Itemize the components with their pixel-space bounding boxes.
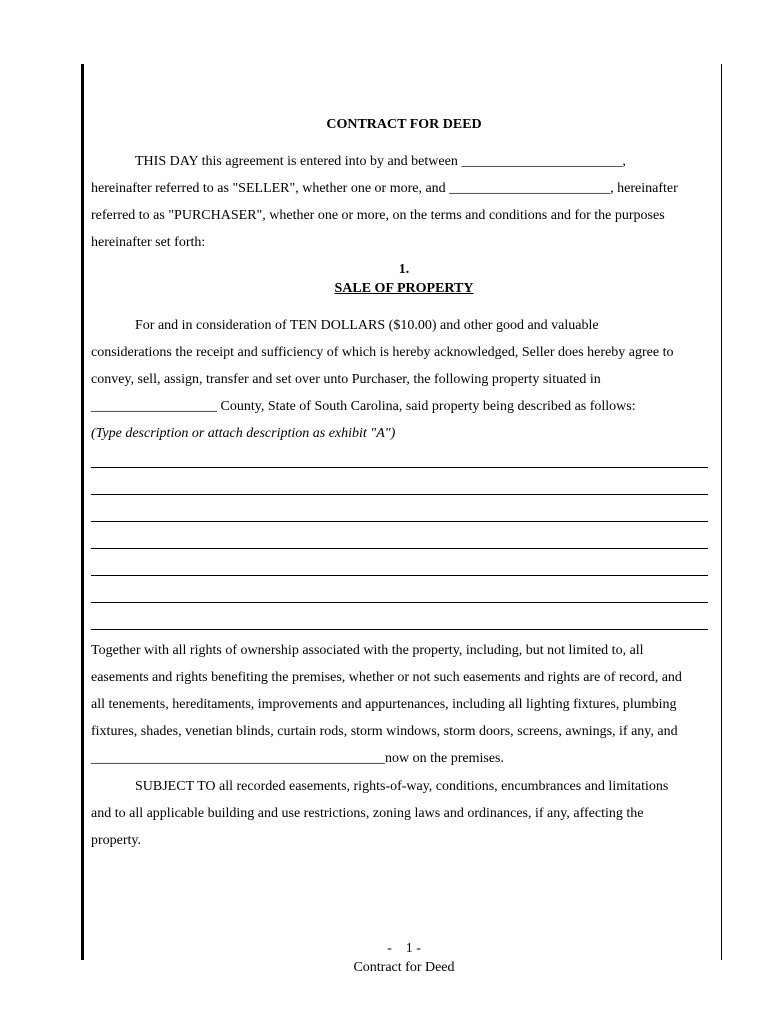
intro-line-2: hereinafter referred to as "SELLER", whether one or more, and _______________________, hereinafter	[91, 181, 678, 196]
intro-line-4: hereinafter set forth:	[91, 235, 206, 250]
section-title: SALE OF PROPERTY	[334, 281, 474, 296]
ownership-line-4: fixtures, shades, venetian blinds, curtain rods, storm windows, storm doors, screens, awnings, if any, and	[91, 724, 678, 739]
sale-line-2: considerations the receipt and sufficiency of which is hereby acknowledged, Seller does hereby agree to	[91, 345, 674, 360]
right-margin-rule	[721, 64, 722, 960]
description-blank-line[interactable]	[91, 467, 708, 468]
ownership-line-2: easements and rights benefiting the premises, whether or not such easements and rights are of record, and	[91, 670, 682, 685]
page-number: - 1 -	[387, 941, 421, 956]
subject-line-2: and to all applicable building and use restrictions, zoning laws and ordinances, if any, affecting the	[91, 806, 644, 821]
sale-line-3: convey, sell, assign, transfer and set over unto Purchaser, the following property situated in	[91, 372, 601, 387]
ownership-line-3: all tenements, hereditaments, improvements and appurtenances, including all lighting fixtures, plumbing	[91, 697, 677, 712]
description-blank-line[interactable]	[91, 548, 708, 549]
intro-line-3: referred to as "PURCHASER", whether one or more, on the terms and conditions and for the purposes	[91, 208, 665, 223]
ownership-line-5: __________________________________________now on the premises.	[91, 751, 504, 766]
description-blank-line[interactable]	[91, 521, 708, 522]
description-note: (Type description or attach description as exhibit "A")	[91, 426, 396, 441]
section-number: 1.	[398, 262, 410, 277]
footer-doc-name: Contract for Deed	[353, 960, 455, 975]
ownership-line-1: Together with all rights of ownership associated with the property, including, but not limited to, all	[91, 643, 644, 658]
subject-line-3: property.	[91, 833, 142, 848]
document-title: CONTRACT FOR DEED	[326, 117, 482, 132]
description-blank-line[interactable]	[91, 494, 708, 495]
intro-line-1: THIS DAY this agreement is entered into by and between _______________________,	[135, 154, 626, 169]
description-blank-line[interactable]	[91, 629, 708, 630]
left-margin-rule	[81, 64, 84, 960]
description-blank-line[interactable]	[91, 602, 708, 603]
sale-line-1: For and in consideration of TEN DOLLARS ($10.00) and other good and valuable	[135, 318, 599, 333]
sale-line-4: __________________ County, State of South Carolina, said property being described as follows:	[91, 399, 636, 414]
description-blank-line[interactable]	[91, 575, 708, 576]
subject-line-1: SUBJECT TO all recorded easements, rights-of-way, conditions, encumbrances and limitations	[135, 779, 669, 794]
